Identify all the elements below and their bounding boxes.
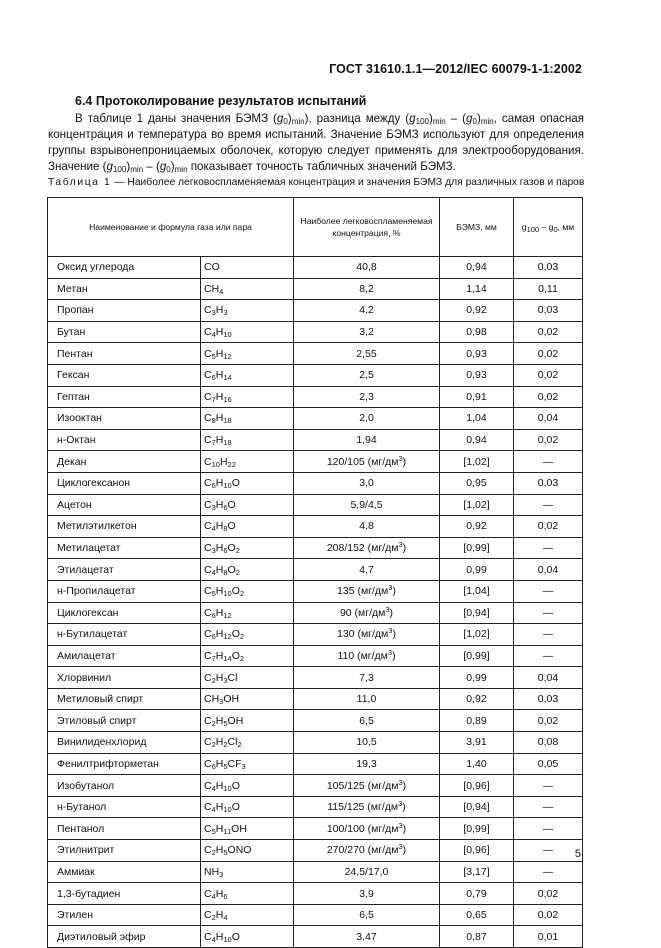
concentration-cell: 90 $(мг/дм^3)$	[294, 602, 440, 624]
substance-name-cell: Этилацетат	[48, 559, 201, 581]
substance-name-cell: 1,3-бутадиен	[48, 883, 201, 905]
table-row	[48, 796, 583, 818]
formula-cell: $C_4H_6$	[201, 883, 294, 905]
concentration-cell: 11,0	[294, 688, 440, 710]
table-row	[48, 667, 583, 689]
formula-cell: $NH_3$	[201, 861, 294, 883]
formula-cell: CO	[201, 257, 294, 279]
substance-name-cell: Циклогексан	[48, 602, 201, 624]
formula-cell: $C_7H_{14}O_2$	[201, 645, 294, 667]
mesg-cell: 0,94	[440, 257, 514, 279]
mesg-cell: 0,99	[440, 559, 514, 581]
difference-cell: 0,08	[514, 732, 583, 754]
table-row	[48, 753, 583, 775]
mesg-cell: 0,89	[440, 710, 514, 732]
concentration-cell: 2,55	[294, 343, 440, 365]
mesg-cell: 3,91	[440, 732, 514, 754]
substance-name-cell: Бутан	[48, 321, 201, 343]
difference-cell: 0,02	[514, 904, 583, 926]
table-row	[48, 580, 583, 602]
formula-cell: $C_6H_5CF_3$	[201, 753, 294, 775]
concentration-cell: 3,47	[294, 926, 440, 948]
mesg-cell: [0,94]	[440, 602, 514, 624]
formula-cell: $C_6H_{12}$	[201, 602, 294, 624]
difference-cell: —	[514, 796, 583, 818]
intro-paragraph: В таблице 1 даны значения БЭМЗ $(g_0)_{min}$), разница между $(g_{100})_{min} - (g_0)_{min}$, самая опасная концентрация и температура во время испытаний. Значение БЭМЗ используют для определения группы взрывонепроницаемых оболочек, которую следует применять для электрооборудования. Значение $(g_{100})_{min} - (g_0)_{min}$ показывает точность табличных значений БЭМЗ.	[48, 112, 584, 174]
concentration-cell: 2,5	[294, 364, 440, 386]
formula-cell: $C_6H_{10}O$	[201, 472, 294, 494]
table-row	[48, 559, 583, 581]
substance-name-cell: Гептан	[48, 386, 201, 408]
mesg-cell: 0,94	[440, 429, 514, 451]
formula-cell: $C_7H_{16}$	[201, 386, 294, 408]
difference-cell: 0,03	[514, 300, 583, 322]
table-caption	[48, 177, 593, 188]
concentration-cell: 4,7	[294, 559, 440, 581]
concentration-cell: 40,8	[294, 257, 440, 279]
mesg-cell: [1,02]	[440, 494, 514, 516]
substance-name-cell: Этилен	[48, 904, 201, 926]
table-caption-text: — Наиболее легковоспламеняемая концентрация и значения БЭМЗ для различных газов и паров	[111, 177, 585, 188]
substance-name-cell: Винилиденхлорид	[48, 732, 201, 754]
concentration-cell: 208/152 $(мг/дм^3)$	[294, 537, 440, 559]
difference-cell: —	[514, 624, 583, 646]
substance-name-cell: Изооктан	[48, 408, 201, 430]
concentration-cell: 115/125 $(мг/дм^3)$	[294, 796, 440, 818]
table-row	[48, 926, 583, 948]
concentration-cell: 2,0	[294, 408, 440, 430]
mesg-cell: 0,79	[440, 883, 514, 905]
formula-cell: $C_4H_{10}O$	[201, 796, 294, 818]
table-row	[48, 516, 583, 538]
mesg-cell: 0,93	[440, 364, 514, 386]
difference-cell: —	[514, 645, 583, 667]
concentration-cell: 100/100 $(мг/дм^3)$	[294, 818, 440, 840]
concentration-cell: 2,3	[294, 386, 440, 408]
table-row	[48, 710, 583, 732]
substance-name-cell: Гексан	[48, 364, 201, 386]
formula-cell: $C_8H_{18}$	[201, 408, 294, 430]
substance-name-cell: Метилацетат	[48, 537, 201, 559]
substance-name-cell: Пентан	[48, 343, 201, 365]
formula-cell: $C_6H_{14}$	[201, 364, 294, 386]
difference-cell: —	[514, 818, 583, 840]
mesg-cell: 0,92	[440, 516, 514, 538]
concentration-cell: 24,5/17,0	[294, 861, 440, 883]
formula-cell: $C_3H_6O_2$	[201, 537, 294, 559]
table-row	[48, 451, 583, 473]
table-row	[48, 386, 583, 408]
mesg-cell: [0,99]	[440, 537, 514, 559]
difference-cell: 0,02	[514, 386, 583, 408]
concentration-cell: 8,2	[294, 278, 440, 300]
concentration-cell: 5,9/4,5	[294, 494, 440, 516]
substance-name-cell: Амилацетат	[48, 645, 201, 667]
difference-cell: —	[514, 602, 583, 624]
table-row	[48, 645, 583, 667]
concentration-cell: 3,9	[294, 883, 440, 905]
mesg-cell: 0,93	[440, 343, 514, 365]
concentration-cell: 135 $(мг/дм^3)$	[294, 580, 440, 602]
formula-cell: $C_3H_6O$	[201, 494, 294, 516]
formula-cell: $C_2H_2Cl_2$	[201, 732, 294, 754]
difference-cell: 0,02	[514, 429, 583, 451]
mesg-cell: 0,65	[440, 904, 514, 926]
table-row	[48, 257, 583, 279]
table-row	[48, 364, 583, 386]
mesg-cell: 0,87	[440, 926, 514, 948]
mesg-cell: [0,99]	[440, 645, 514, 667]
substance-name-cell: н-Бутанол	[48, 796, 201, 818]
formula-cell: $C_5H_{12}$	[201, 343, 294, 365]
formula-cell: $C_4H_8O_2$	[201, 559, 294, 581]
concentration-cell: 7,3	[294, 667, 440, 689]
table-header-row	[48, 198, 583, 257]
table-row	[48, 688, 583, 710]
concentration-cell: 6,5	[294, 710, 440, 732]
difference-cell: 0,03	[514, 257, 583, 279]
document-code-header: ГОСТ 31610.1.1—2012/IEC 60079-1-1:2002	[329, 62, 582, 76]
mesg-cell: 0,95	[440, 472, 514, 494]
concentration-cell: 120/105 $(мг/дм^3)$	[294, 451, 440, 473]
table-row	[48, 775, 583, 797]
table-row	[48, 300, 583, 322]
difference-cell: 0,11	[514, 278, 583, 300]
mesg-cell: [0,96]	[440, 775, 514, 797]
section-title: 6.4 Протоколирование результатов испытаний	[75, 94, 367, 108]
table-row	[48, 472, 583, 494]
formula-cell: $C_4H_{10}O$	[201, 775, 294, 797]
substance-name-cell: Циклогексанон	[48, 472, 201, 494]
difference-cell: 0,02	[514, 321, 583, 343]
difference-cell: 0,02	[514, 516, 583, 538]
difference-cell: —	[514, 840, 583, 862]
formula-cell: $CH_4$	[201, 278, 294, 300]
substance-name-cell: Метиловый спирт	[48, 688, 201, 710]
header-difference: $g_{100} - g_0$, мм	[514, 198, 583, 257]
concentration-cell: 3,2	[294, 321, 440, 343]
concentration-cell: 3,0	[294, 472, 440, 494]
formula-cell: $C_4H_8O$	[201, 516, 294, 538]
table-row	[48, 321, 583, 343]
substance-name-cell: Изобутанол	[48, 775, 201, 797]
substance-name-cell: Ацетон	[48, 494, 201, 516]
formula-cell: $C_6H_{12}O_2$	[201, 624, 294, 646]
substance-name-cell: Фенилтрифторметан	[48, 753, 201, 775]
table-row	[48, 408, 583, 430]
substance-name-cell: Оксид углерода	[48, 257, 201, 279]
mesg-cell: [1,04]	[440, 580, 514, 602]
table-row	[48, 278, 583, 300]
formula-cell: $C_2H_5ONO$	[201, 840, 294, 862]
mesg-cell: [0,99]	[440, 818, 514, 840]
difference-cell: 0,04	[514, 408, 583, 430]
table-row	[48, 624, 583, 646]
difference-cell: —	[514, 861, 583, 883]
header-concentration: Наиболее легковоспламеняемая концентрация, %	[294, 198, 440, 257]
mesg-cell: [1,02]	[440, 451, 514, 473]
substance-name-cell: н-Пропилацетат	[48, 580, 201, 602]
table-row	[48, 732, 583, 754]
difference-cell: 0,02	[514, 883, 583, 905]
formula-cell: $C_2H_5OH$	[201, 710, 294, 732]
mesg-cell: [0,96]	[440, 840, 514, 862]
concentration-cell: 105/125 $(мг/дм^3)$	[294, 775, 440, 797]
concentration-cell: 4,2	[294, 300, 440, 322]
difference-cell: 0,02	[514, 710, 583, 732]
difference-cell: 0,02	[514, 364, 583, 386]
gas-properties-table	[47, 197, 583, 948]
substance-name-cell: Метан	[48, 278, 201, 300]
formula-cell: $CH_3OH$	[201, 688, 294, 710]
substance-name-cell: Диэтиловый эфир	[48, 926, 201, 948]
concentration-cell: 1,94	[294, 429, 440, 451]
table-row	[48, 343, 583, 365]
table-row	[48, 818, 583, 840]
table-row	[48, 602, 583, 624]
table-row	[48, 840, 583, 862]
substance-name-cell: Пропан	[48, 300, 201, 322]
substance-name-cell: Аммиак	[48, 861, 201, 883]
difference-cell: 0,02	[514, 343, 583, 365]
difference-cell: 0,04	[514, 559, 583, 581]
mesg-cell: [1,02]	[440, 624, 514, 646]
substance-name-cell: Метилэтилкетон	[48, 516, 201, 538]
concentration-cell: 110 $(мг/дм^3)$	[294, 645, 440, 667]
table-row	[48, 429, 583, 451]
difference-cell: 0,03	[514, 472, 583, 494]
mesg-cell: 0,98	[440, 321, 514, 343]
concentration-cell: 6,5	[294, 904, 440, 926]
difference-cell: 0,01	[514, 926, 583, 948]
concentration-cell: 10,5	[294, 732, 440, 754]
mesg-cell: 1,14	[440, 278, 514, 300]
mesg-cell: 0,91	[440, 386, 514, 408]
mesg-cell: 0,92	[440, 300, 514, 322]
mesg-cell: 1,40	[440, 753, 514, 775]
substance-name-cell: Хлорвинил	[48, 667, 201, 689]
table-row	[48, 883, 583, 905]
substance-name-cell: н-Бутилацетат	[48, 624, 201, 646]
difference-cell: —	[514, 775, 583, 797]
formula-cell: $C_4H_{10}$	[201, 321, 294, 343]
header-name-formula: Наименование и формула газа или пара	[48, 198, 294, 257]
substance-name-cell: Декан	[48, 451, 201, 473]
table-row	[48, 494, 583, 516]
substance-name-cell: Пентанол	[48, 818, 201, 840]
page-number: 5	[574, 848, 581, 860]
mesg-cell: 0,99	[440, 667, 514, 689]
formula-cell: $C_5H_{11}OH$	[201, 818, 294, 840]
mesg-cell: [0,94]	[440, 796, 514, 818]
table-row	[48, 861, 583, 883]
difference-cell: —	[514, 580, 583, 602]
difference-cell: —	[514, 537, 583, 559]
concentration-cell: 4,8	[294, 516, 440, 538]
formula-cell: $C_3H_3$	[201, 300, 294, 322]
substance-name-cell: Этилнитрит	[48, 840, 201, 862]
header-mesg: БЭМЗ, мм	[440, 198, 514, 257]
mesg-cell: [3,17]	[440, 861, 514, 883]
substance-name-cell: Этиловый спирт	[48, 710, 201, 732]
formula-cell: $C_2H_3Cl$	[201, 667, 294, 689]
difference-cell: 0,03	[514, 688, 583, 710]
difference-cell: 0,04	[514, 667, 583, 689]
formula-cell: $C_4H_{10}O$	[201, 926, 294, 948]
difference-cell: —	[514, 451, 583, 473]
formula-cell: $C_2H_4$	[201, 904, 294, 926]
table-row	[48, 537, 583, 559]
substance-name-cell: н-Октан	[48, 429, 201, 451]
table-caption-label: Таблица 1	[48, 177, 112, 188]
difference-cell: —	[514, 494, 583, 516]
formula-cell: $C_{10}H_{22}$	[201, 451, 294, 473]
concentration-cell: 130 $(мг/дм^3)$	[294, 624, 440, 646]
mesg-cell: 0,92	[440, 688, 514, 710]
concentration-cell: 19,3	[294, 753, 440, 775]
difference-cell: 0,05	[514, 753, 583, 775]
formula-cell: $C_5H_{10}O_2$	[201, 580, 294, 602]
formula-cell: $C_7H_{18}$	[201, 429, 294, 451]
table-row	[48, 904, 583, 926]
mesg-cell: 1,04	[440, 408, 514, 430]
concentration-cell: 270/270 $(мг/дм^3)$	[294, 840, 440, 862]
